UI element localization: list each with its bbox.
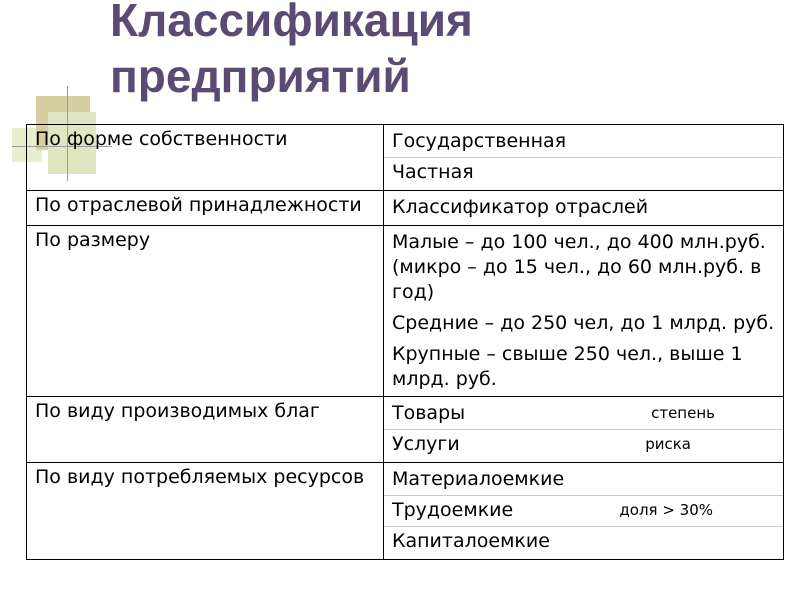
table-row-size xyxy=(27,226,784,397)
criterion-cell: По виду производимых благ xyxy=(27,397,384,463)
value-item xyxy=(384,465,783,496)
value-item: Крупные – свыше 250 чел., выше 1 млрд. руб. xyxy=(392,343,743,390)
criterion-cell: По форме собственности xyxy=(27,125,384,191)
values-cell xyxy=(384,226,784,397)
slide-title-line-2: предприятий xyxy=(110,50,411,102)
slide-title xyxy=(110,0,790,104)
table-row-industry xyxy=(27,191,784,226)
value-item xyxy=(384,496,783,527)
side-note: степень xyxy=(651,404,715,422)
values-cell xyxy=(384,397,784,463)
side-note: доля > 30% xyxy=(619,501,713,519)
criterion-cell: По отраслевой принадлежности xyxy=(27,191,384,226)
value-text: Материалоемкие xyxy=(392,468,565,490)
classification-table xyxy=(26,124,784,560)
slide-title-line-1: Классификация xyxy=(110,0,473,46)
criterion-cell: По размеру xyxy=(27,226,384,397)
criterion-cell: По виду потребляемых ресурсов xyxy=(27,463,384,560)
values-cell xyxy=(384,191,784,226)
table-row-resources xyxy=(27,463,784,560)
value-item: Частная xyxy=(392,161,474,183)
values-cell xyxy=(384,125,784,191)
value-text: Товары xyxy=(392,402,466,424)
value-text: Капиталоемкие xyxy=(392,530,550,552)
value-item xyxy=(384,399,783,430)
value-item xyxy=(384,430,783,460)
values-cell xyxy=(384,463,784,560)
side-note: риска xyxy=(645,435,691,453)
table-row-goods xyxy=(27,397,784,463)
value-item: Государственная xyxy=(384,127,783,158)
value-item: Малые – до 100 чел., до 400 млн.руб. (микро – до 15 чел., до 60 млн.руб. в год) xyxy=(392,231,766,303)
value-item xyxy=(384,527,783,557)
value-item: Средние – до 250 чел, до 1 млрд. руб. xyxy=(392,312,775,334)
table-row-ownership xyxy=(27,125,784,191)
value-item: Классификатор отраслей xyxy=(392,196,649,218)
value-text: Трудоемкие xyxy=(392,499,514,521)
value-text: Услуги xyxy=(392,433,460,455)
